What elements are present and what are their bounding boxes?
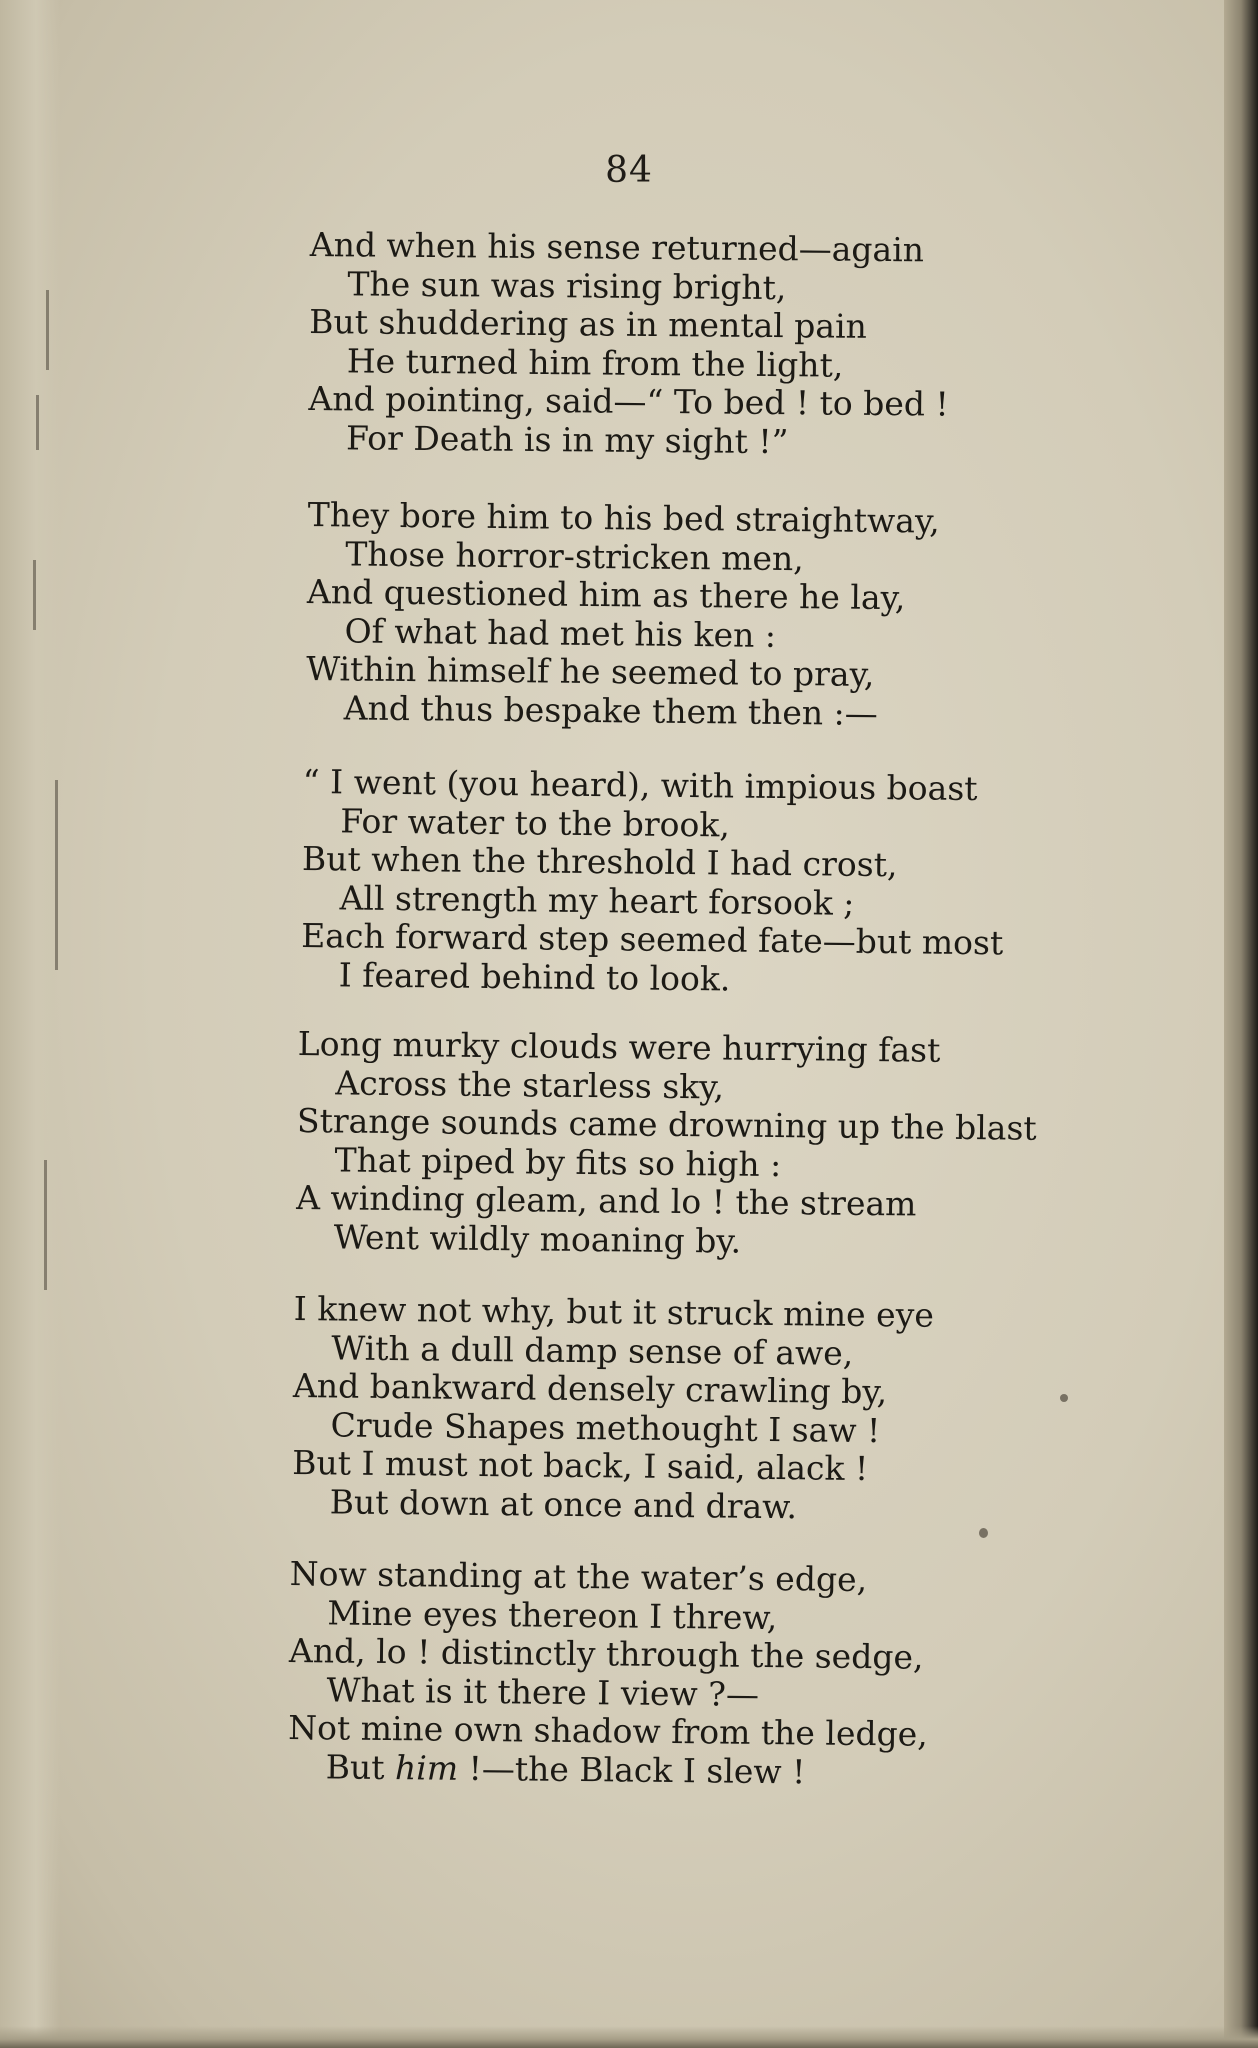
verse-line: And thus bespake them then :— — [343, 687, 878, 733]
stanza — [308, 226, 950, 463]
margin-mark — [55, 780, 58, 970]
verse-line: And, lo ! distinctly through the sedge, — [288, 1630, 924, 1677]
verse-line: Those horror-stricken men, — [345, 533, 804, 578]
stanza — [306, 496, 940, 734]
page-right-edge — [1224, 0, 1258, 2048]
margin-mark — [44, 1160, 47, 1290]
verse-line: But him !—the Black I slew ! — [325, 1746, 806, 1791]
page-bottom-edge — [0, 2026, 1258, 2048]
paper-speck — [1060, 1394, 1068, 1402]
margin-mark — [36, 395, 39, 450]
verse-line: Long murky clouds were hurrying fast — [297, 1024, 941, 1070]
verse-line: Mine eyes thereon I threw, — [327, 1592, 778, 1637]
verse-line: For water to the brook, — [340, 800, 731, 844]
verse-line: But I must not back, I said, alack ! — [291, 1442, 869, 1489]
stanza — [296, 1025, 1038, 1264]
verse-line: “ I went (you heard), with impious boast — [302, 762, 978, 809]
verse-line: They bore him to his bed straightway, — [307, 495, 940, 541]
verse-line: A winding gleam, and lo ! the stream — [295, 1177, 917, 1224]
verse-line: And when his sense returned—again — [309, 225, 925, 270]
verse-line: And bankward densely crawling by, — [292, 1365, 888, 1412]
verse-line: But when the threshold I had crost, — [301, 838, 898, 885]
verse-line: For Death is in my sight !” — [345, 417, 789, 461]
verse-line: All strength my heart forsook ; — [339, 877, 855, 923]
page-number: 84 — [605, 150, 653, 191]
verse-line: Went wildly moaning by. — [333, 1216, 742, 1261]
stanza — [301, 763, 1005, 1001]
verse-line: What is it there I view ?— — [326, 1669, 760, 1714]
margin-mark — [46, 290, 49, 370]
verse-line: Of what had met his ken : — [344, 610, 777, 655]
verse-line: Across the starless sky, — [335, 1062, 725, 1106]
margin-mark — [33, 560, 36, 630]
verse-line: But shuddering as in mental pain — [308, 301, 868, 346]
verse-line: With a dull damp sense of awe, — [331, 1327, 854, 1373]
verse-line: Now standing at the water’s edge, — [289, 1554, 868, 1600]
verse-line: And pointing, said—“ To bed ! to bed ! — [308, 378, 949, 424]
stanza — [288, 1555, 930, 1793]
verse-line: Within himself he seemed to pray, — [305, 648, 875, 694]
verse-line: Strange sounds came drowning up the blast — [296, 1100, 1037, 1148]
verse-line: That piped by fits so high : — [334, 1139, 782, 1184]
verse-line: Not mine own shadow from the ledge, — [287, 1707, 928, 1754]
verse-line: And questioned him as there he lay, — [306, 571, 906, 618]
verse-line: I knew not why, but it struck mine eye — [293, 1289, 935, 1335]
page-left-edge — [0, 0, 60, 2048]
verse-line: But down at once and draw. — [329, 1481, 798, 1526]
verse-line: I feared behind to look. — [338, 954, 731, 998]
verse-line: Each forward step seemed fate—but most — [300, 915, 1004, 963]
verse-line: The sun was rising bright, — [347, 263, 787, 307]
verse-line: He turned him from the light, — [346, 340, 844, 385]
stanza — [292, 1290, 934, 1528]
paper-speck — [979, 1528, 988, 1538]
verse-line: Crude Shapes methought I saw ! — [330, 1404, 881, 1450]
